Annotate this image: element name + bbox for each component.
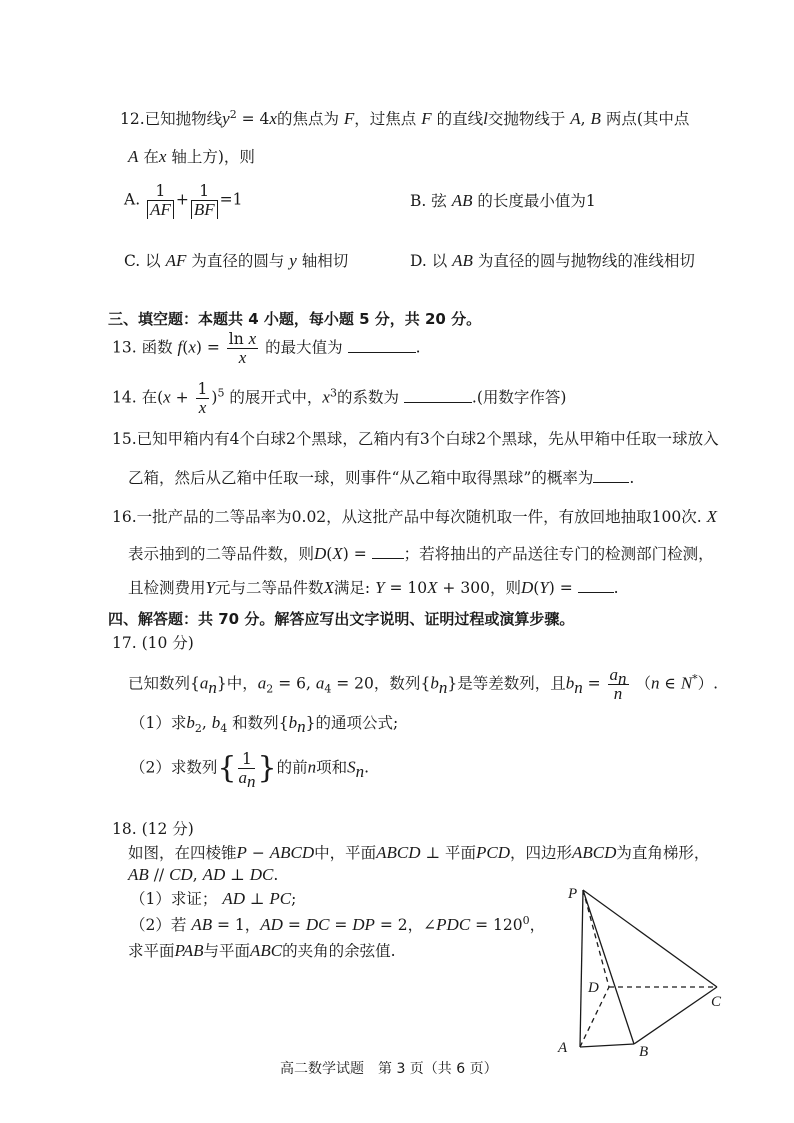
q18-line2: AB // CD, AD ⊥ DC. xyxy=(128,865,279,884)
q16-line1: 16.一批产品的二等品率为0.02，从这批产品中每次随机取一件，有放回地抽取100次. X xyxy=(112,507,718,526)
vertex-label-a: A xyxy=(558,1040,568,1056)
q17-sub2: （2）求数列{ $\frac{1}{a_n}$ }的前n项和$S_n$. xyxy=(130,750,370,792)
q16-line3: 且检测费用Y元与二等品件数X满足: Y = 10X + 300，则D(Y) = . xyxy=(128,578,619,597)
edge-ad xyxy=(580,987,609,1047)
vertex-label-p: P xyxy=(568,886,578,902)
q18-line1: 如图，在四棱锥P − ABCD中，平面ABCD ⊥ 平面PCD，四边形ABCD为直角梯形， xyxy=(128,843,710,862)
q15-line1: 15.已知甲箱内有4个白球2个黑球，乙箱内有3个白球2个黑球，先从甲箱中任取一球放入 xyxy=(112,430,719,448)
q17-sub1: （1）求$b_2$, $b_4$ 和数列$\{b_n\}$的通项公式; xyxy=(130,713,399,737)
q15-line2: 乙箱，然后从乙箱中任取一球，则事件“从乙箱中取得黑球”的概率为 . xyxy=(128,466,634,489)
q12-option-d: D. 以 AB 为直径的圆与抛物线的准线相切 xyxy=(410,251,695,270)
q17-line1: 已知数列$\{a_n\}$中，$a_2 = 6$, $a_4 = 20$，数列$\{b_n\}$是等差数列，且$b_n$ = $\frac{a_n}{n}$ （n ∈ N*）. xyxy=(128,665,719,703)
edge-pa xyxy=(580,890,583,1047)
q16-line2: 表示抽到的二等品件数，则D(X) = ；若将抽出的产品送往专门的检测部门检测， xyxy=(128,544,714,563)
q17-heading: 17. (10 分) xyxy=(112,634,194,652)
pyramid-figure xyxy=(550,880,740,1060)
section-4-heading: 四、解答题：共 70 分。解答应写出文字说明、证明过程或演算步骤。 xyxy=(108,610,575,628)
q18-last-line: 求平面PAB与平面ABC的夹角的余弦值. xyxy=(128,941,396,960)
q18-heading: 18. (12 分) xyxy=(112,820,194,838)
vertex-label-c: C xyxy=(711,994,722,1010)
vertex-label-b: B xyxy=(639,1044,649,1060)
vertex-label-d: D xyxy=(588,980,599,996)
q13: 13. 函数 f(x) = $\frac{\text{ln x}}{x}$ 的最大值为 . xyxy=(112,329,421,367)
edge-pc xyxy=(583,890,717,987)
page-footer: 高二数学试题 第 3 页（共 6 页） xyxy=(280,1061,498,1077)
section-3-heading: 三、填空题：本题共 4 小题，每小题 5 分，共 20 分。 xyxy=(108,310,482,328)
edge-ab xyxy=(580,1044,634,1047)
edge-pb xyxy=(583,890,634,1044)
q12-option-b: B. 弦 AB 的长度最小值为1 xyxy=(410,191,596,210)
q12-option-c: C. 以 AF 为直径的圆与 y 轴相切 xyxy=(124,251,349,270)
q18-sub2: （2）若 AB = 1，AD = DC = DP = 2，∠PDC = $120^0$， xyxy=(130,913,546,934)
edge-bc xyxy=(634,987,717,1044)
edge-pd xyxy=(583,890,609,987)
q12-line1: 12.已知抛物线$y^2 = 4x$的焦点为 F，过焦点 F 的直线l交抛物线于 A, B 两点(其中点 xyxy=(120,107,690,128)
q12-option-a: A. $\frac{1}{AF}$ + $\frac{1}{BF}$ =1 xyxy=(124,182,243,219)
q14: 14. 在(x + $\frac{1}{x}$ )$^5$ 的展开式中，$x^3$的系数为 .(用数字作答) xyxy=(112,380,567,417)
q18-sub1: （1）求证； AD ⊥ PC; xyxy=(130,889,297,908)
q12-line2: A 在x 轴上方)，则 xyxy=(128,147,255,166)
